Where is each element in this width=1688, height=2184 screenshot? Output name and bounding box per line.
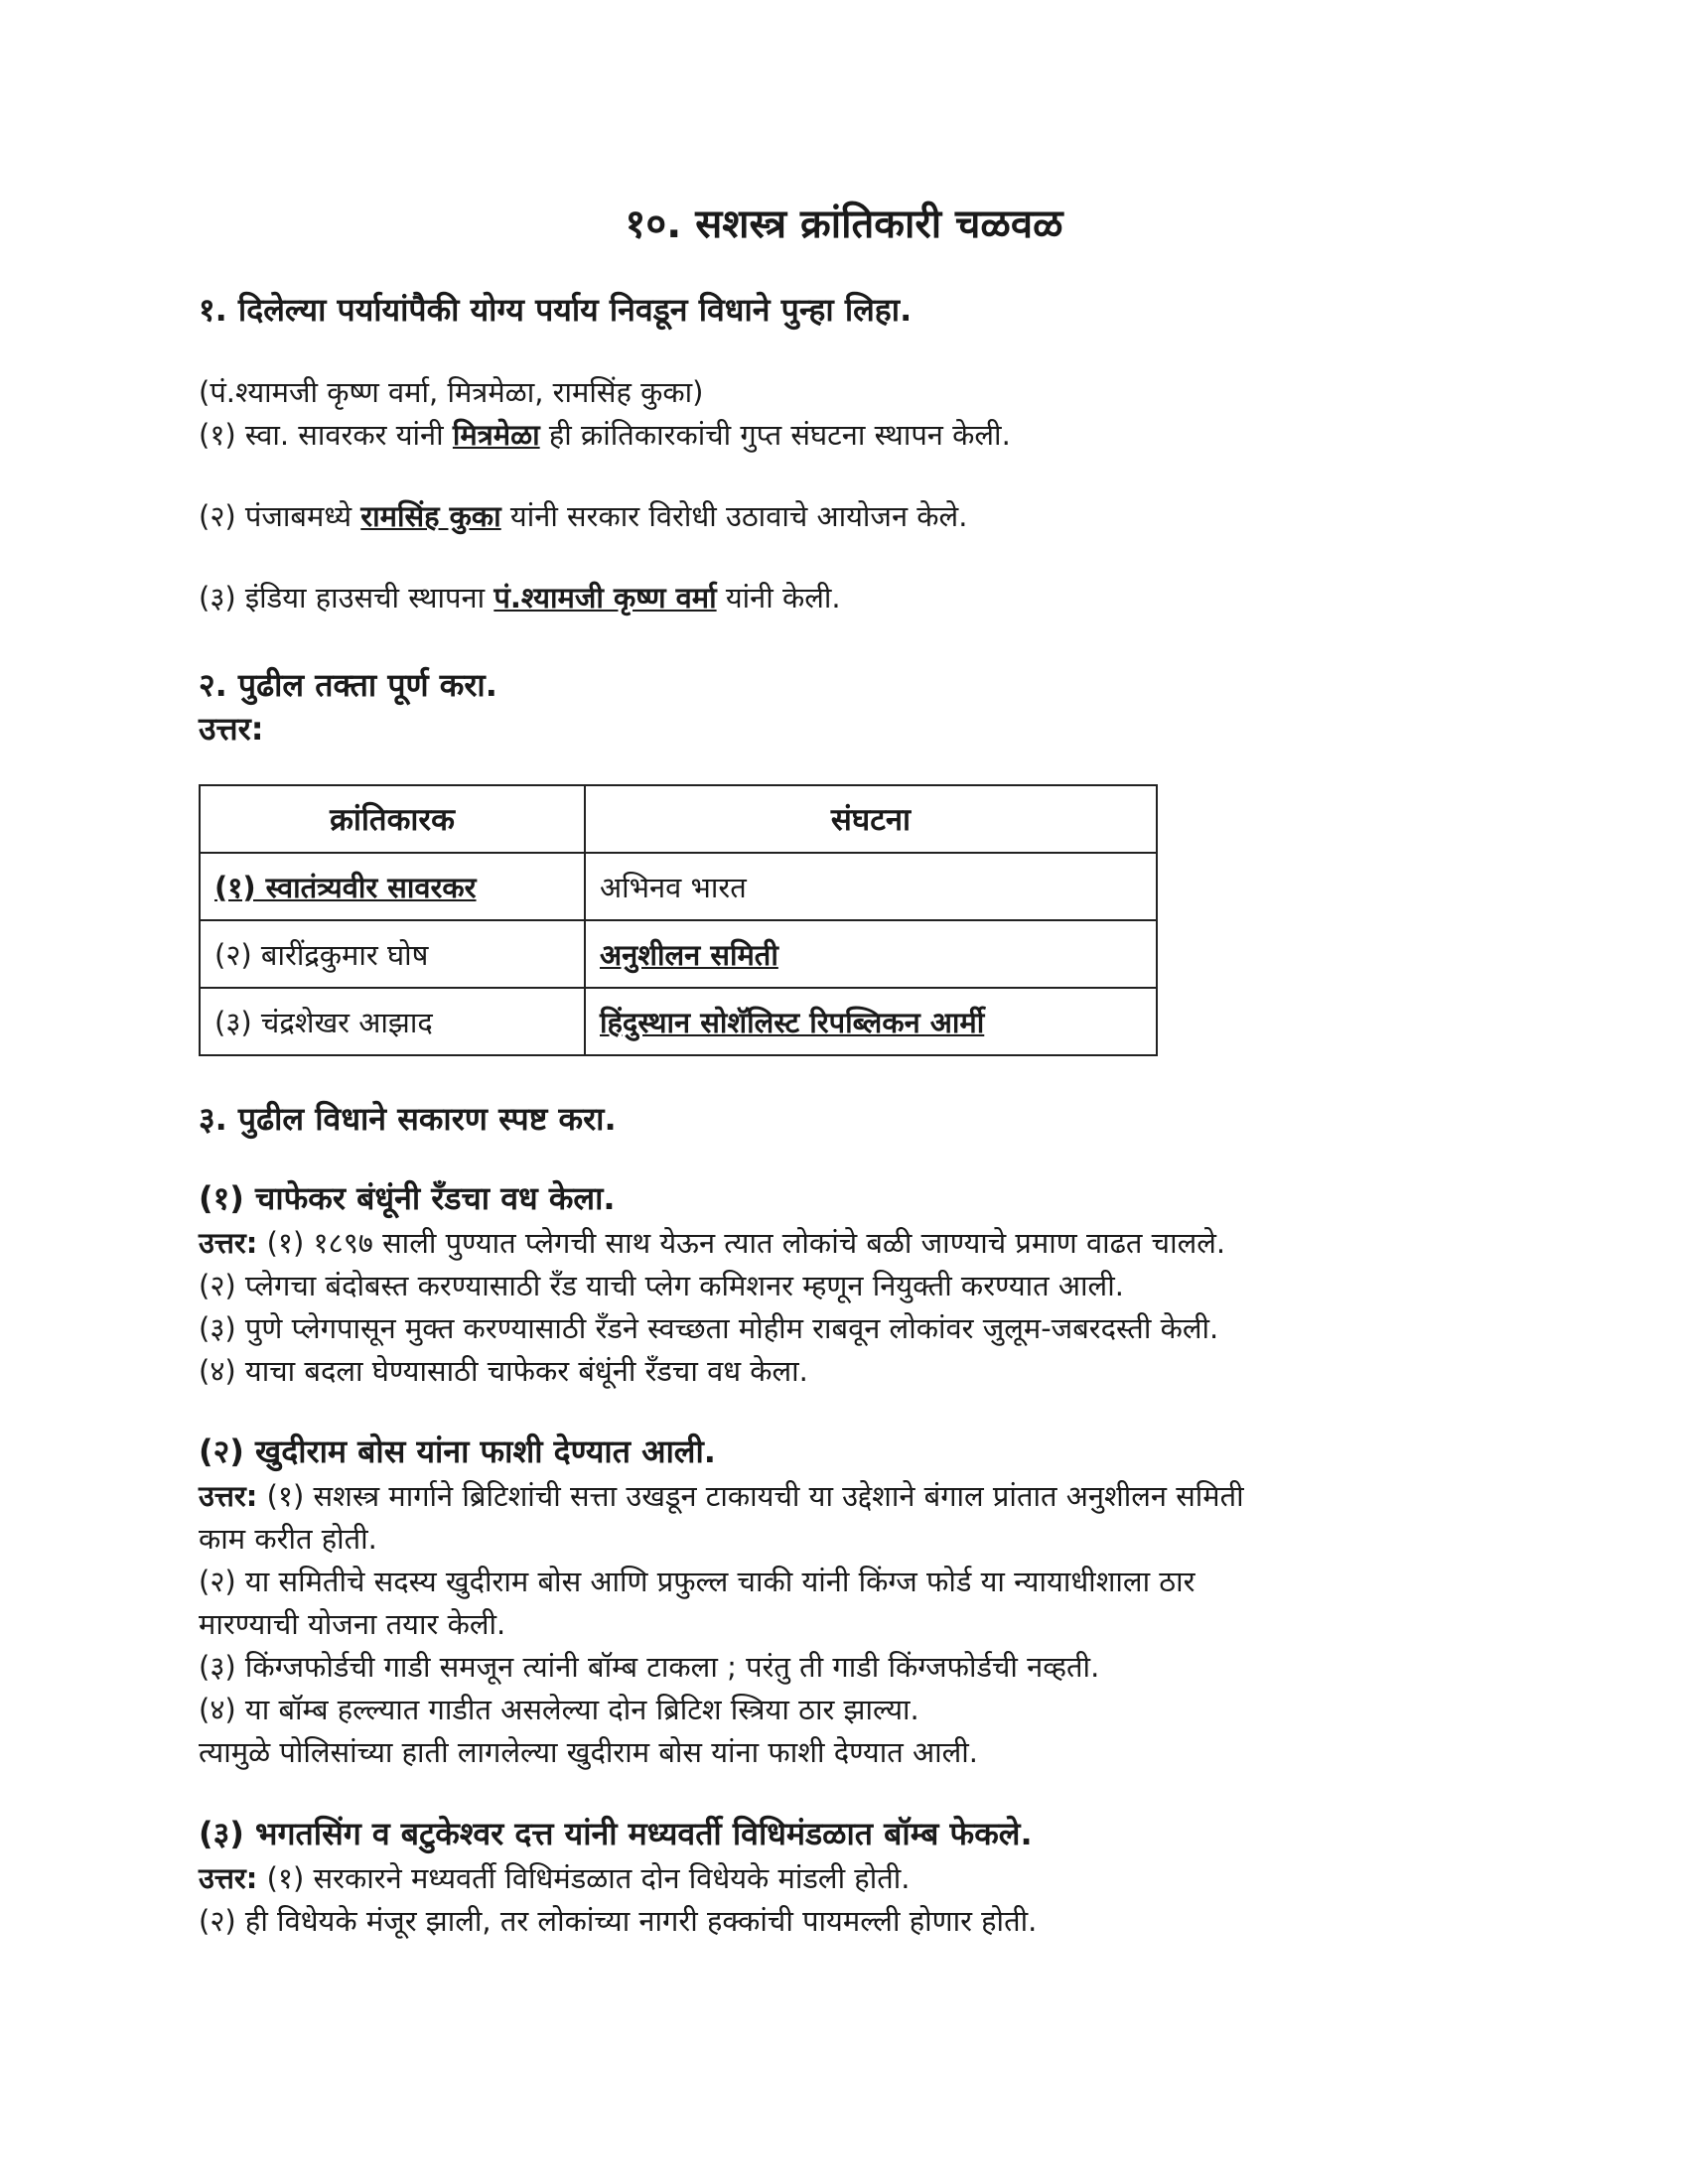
table-cell: हिंदुस्थान सोशॅलिस्ट रिपब्लिकन आर्मी [585,988,1157,1055]
answer-text: (१) १८९७ साली पुण्यात प्लेगची साथ येऊन त्यात लोकांचे बळी जाण्याचे प्रमाण वाढत चालले. [257,1226,1226,1260]
q1-item-1-answer: मित्रमेळा [452,418,540,452]
q2-table [199,784,1158,1056]
q3-sub1-heading: (१) चाफेकर बंधूंनी रँडचा वध केला. [199,1179,616,1217]
table-header-cell: क्रांतिकारक [200,785,585,853]
table-row [200,853,1157,920]
q1-item-1-pre: (१) स्वा. सावरकर यांनी [199,418,453,452]
table-cell: (२) बारींद्रकुमार घोष [200,920,585,988]
q3-sub2-line-4: मारण्याची योजना तयार केली. [199,1607,506,1641]
q1-heading: १. दिलेल्या पर्यायांपैकी योग्य पर्याय निवडून विधाने पुन्हा लिहा. [199,291,913,329]
answer-text: (१) सरकारने मध्यवर्ती विधिमंडळात दोन विधेयके मांडली होती. [257,1861,911,1895]
table-cell: (३) चंद्रशेखर आझाद [200,988,585,1055]
answer-label: उत्तर: [199,1479,258,1513]
q1-item-2-pre: (२) पंजाबमध्ये [199,499,361,533]
q3-sub2-line-2: काम करीत होती. [199,1522,377,1556]
table-cell: अनुशीलन समिती [585,920,1157,988]
table-cell: (१) स्वातंत्र्यवीर सावरकर [200,853,585,920]
q3-sub3-heading: (३) भगतसिंग व बटुकेश्वर दत्त यांनी मध्यवर्ती विधिमंडळात बॉम्ब फेकले. [199,1815,1033,1852]
q3-sub2-line-7: त्यामुळे पोलिसांच्या हाती लागलेल्या खुदीराम बोस यांना फाशी देण्यात आली. [199,1735,978,1769]
chapter-title: १०. सशस्त्र क्रांतिकारी चळवळ [625,202,1063,247]
q2-answer-label: उत्तर: [199,710,264,748]
table-cell: अभिनव भारत [585,853,1157,920]
q1-item-2 [199,496,967,535]
q1-item-1-post: ही क्रांतिकारकांची गुप्त संघटना स्थापन केली. [539,418,1011,452]
q2-heading: २. पुढील तक्ता पूर्ण करा. [199,666,497,704]
table-row [200,920,1157,988]
table-row [200,988,1157,1055]
q1-item-3-post: यांनी केली. [716,581,841,614]
q3-sub1-line-3: (३) पुणे प्लेगपासून मुक्त करण्यासाठी रँडने स्वच्छता मोहीम राबवून लोकांवर जुलूम-जबरदस्ती केली. [199,1311,1219,1345]
q1-item-2-post: यांनी सरकार विरोधी उठावाचे आयोजन केले. [500,499,968,533]
table-header-row [200,785,1157,853]
q1-item-2-answer: रामसिंह कुका [360,499,501,533]
q3-sub2-line-5: (३) किंग्जफोर्डची गाडी समजून त्यांनी बॉम्ब टाकला ; परंतु ती गाडी किंग्जफोर्डची नव्हती. [199,1650,1100,1684]
q3-sub1-line-2: (२) प्लेगचा बंदोबस्त करण्यासाठी रँड याची प्लेग कमिशनर म्हणून नियुक्ती करण्यात आली. [199,1269,1124,1302]
q1-item-3-pre: (३) इंडिया हाउसची स्थापना [199,581,494,614]
answer-text: (१) सशस्त्र मार्गाने ब्रिटिशांची सत्ता उखडून टाकायची या उद्देशाने बंगाल प्रांतात अनुशीलन समिती [257,1479,1244,1513]
q1-options: (पं.श्यामजी कृष्ण वर्मा, मित्रमेळा, रामसिंह कुका) [199,375,704,409]
answer-label: उत्तर: [199,1861,258,1895]
q3-sub2-line-6: (४) या बॉम्ब हल्ल्यात गाडीत असलेल्या दोन ब्रिटिश स्त्रिया ठार झाल्या. [199,1693,919,1726]
q3-heading: ३. पुढील विधाने सकारण स्पष्ट करा. [199,1100,617,1138]
q1-item-3-answer: पं.श्यामजी कृष्ण वर्मा [493,581,717,614]
q3-sub2-line-1 [199,1476,1244,1515]
q3-sub2-line-3: (२) या समितीचे सदस्य खुदीराम बोस आणि प्रफुल्ल चाकी यांनी किंग्ज फोर्ड या न्यायाधीशाला ठार [199,1565,1196,1598]
q3-sub2-heading: (२) खुदीराम बोस यांना फाशी देण्यात आली. [199,1433,716,1470]
answer-label: उत्तर: [199,1226,258,1260]
q1-item-1 [199,415,1011,454]
q3-sub1-line-4: (४) याचा बदला घेण्यासाठी चाफेकर बंधूंनी रँडचा वध केला. [199,1354,808,1388]
table-header-cell: संघटना [585,785,1157,853]
q1-item-3 [199,578,841,616]
q3-sub3-line-2: (२) ही विधेयके मंजूर झाली, तर लोकांच्या नागरी हक्कांची पायमल्ली होणार होती. [199,1904,1038,1938]
q3-sub3-line-1 [199,1858,910,1897]
q3-sub1-line-1 [199,1223,1225,1262]
